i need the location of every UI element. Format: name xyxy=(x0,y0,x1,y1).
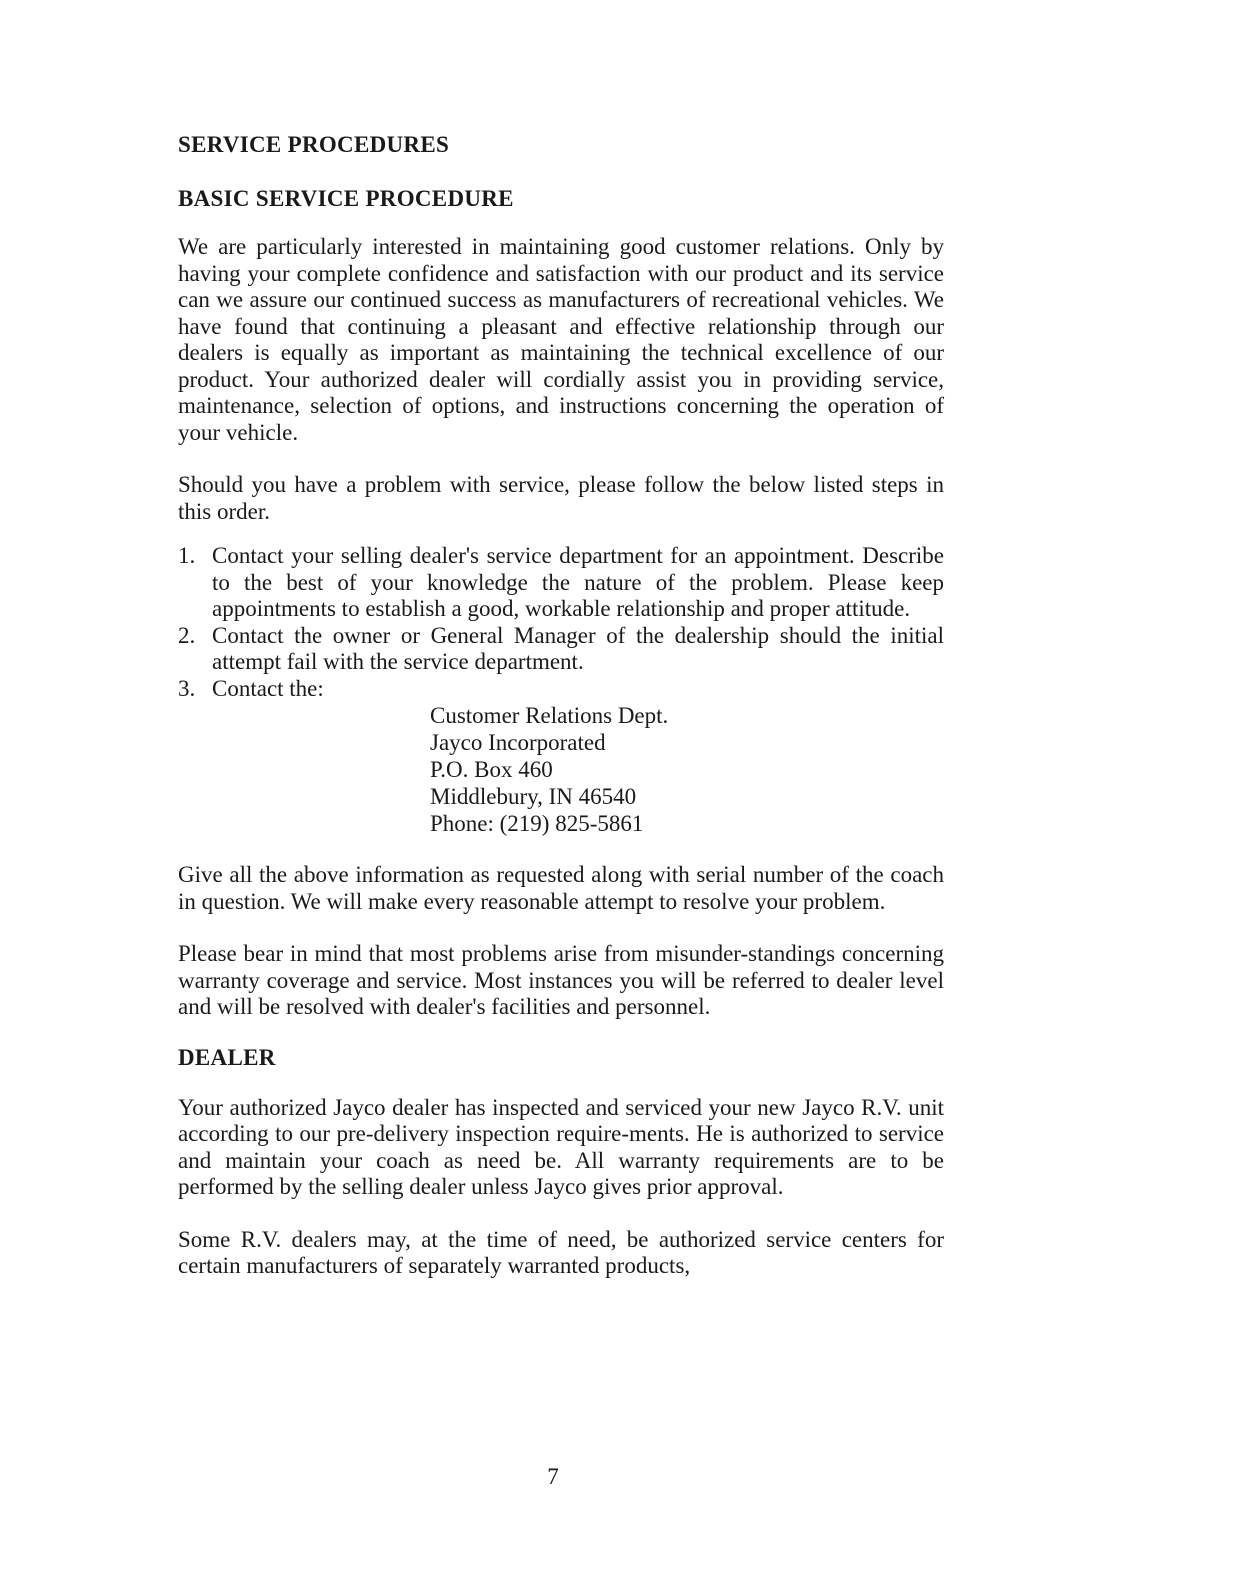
step-number: 3. xyxy=(178,675,196,701)
step-text: Contact the: xyxy=(212,675,324,701)
address-po-box: P.O. Box 460 xyxy=(430,757,553,782)
intro-paragraph: We are particularly interested in maintaining good customer relations. Only by having your complete confidence and satisfaction with our product and its service can we assure our continued success as manufacturers of recreational vehicles. We have found that continuing a pleasant and effective relationship through our dealers is equally as important as maintaining the technical excellence of our product. Your authorized dealer will cordially assist you in providing service, maintenance, selection of options, and instructions concerning the operation of your vehicle. xyxy=(178,234,944,445)
section-heading-dealer: DEALER xyxy=(178,1044,276,1070)
dealer-paragraph-1: Your authorized Jayco dealer has inspected and serviced your new Jayco R.V. unit according to our pre-delivery inspection require-ments. He is authorized to service and maintain your coach as need be. All warranty requirements are to be performed by the selling dealer unless Jayco gives prior approval. xyxy=(178,1094,944,1199)
step-text: Contact the owner or General Manager of the dealership should the initial attempt fail with the service department. xyxy=(212,622,944,674)
section-heading-basic-service-procedure: BASIC SERVICE PROCEDURE xyxy=(178,186,514,211)
list-item xyxy=(178,623,944,676)
list-item xyxy=(178,676,944,838)
address-phone: Phone: (219) 825-5861 xyxy=(430,811,644,836)
service-steps-list xyxy=(178,543,944,837)
step-number: 2. xyxy=(178,622,196,648)
address-city-state-zip: Middlebury, IN 46540 xyxy=(430,784,637,809)
contact-address-block xyxy=(430,702,944,837)
address-department: Customer Relations Dept. xyxy=(430,703,669,728)
section-heading-service-procedures: SERVICE PROCEDURES xyxy=(178,132,450,157)
dealer-paragraph-2: Some R.V. dealers may, at the time of need, be authorized service centers for certain manufacturers of separately warranted products, xyxy=(178,1226,944,1278)
problem-intro-paragraph: Should you have a problem with service, please follow the below listed steps in this order. xyxy=(178,472,944,524)
document-page xyxy=(178,128,944,1306)
give-info-paragraph: Give all the above information as requested along with serial number of the coach in question. We will make every reasonable attempt to resolve your problem. xyxy=(178,862,944,914)
list-item xyxy=(178,543,944,623)
page-number: 7 xyxy=(547,1464,559,1489)
step-number: 1. xyxy=(178,543,196,568)
bear-in-mind-paragraph: Please bear in mind that most problems arise from misunder-standings concerning warranty coverage and service. Most instances you will be referred to dealer level and will be resolved with dealer's facilities and personnel. xyxy=(178,941,944,1019)
address-company: Jayco Incorporated xyxy=(430,730,606,755)
step-text: Contact your selling dealer's service department for an appointment. Describe to the best of your knowledge the nature of the problem. Please keep appointments to establish a good, workable relationship and proper attitude. xyxy=(212,543,944,621)
